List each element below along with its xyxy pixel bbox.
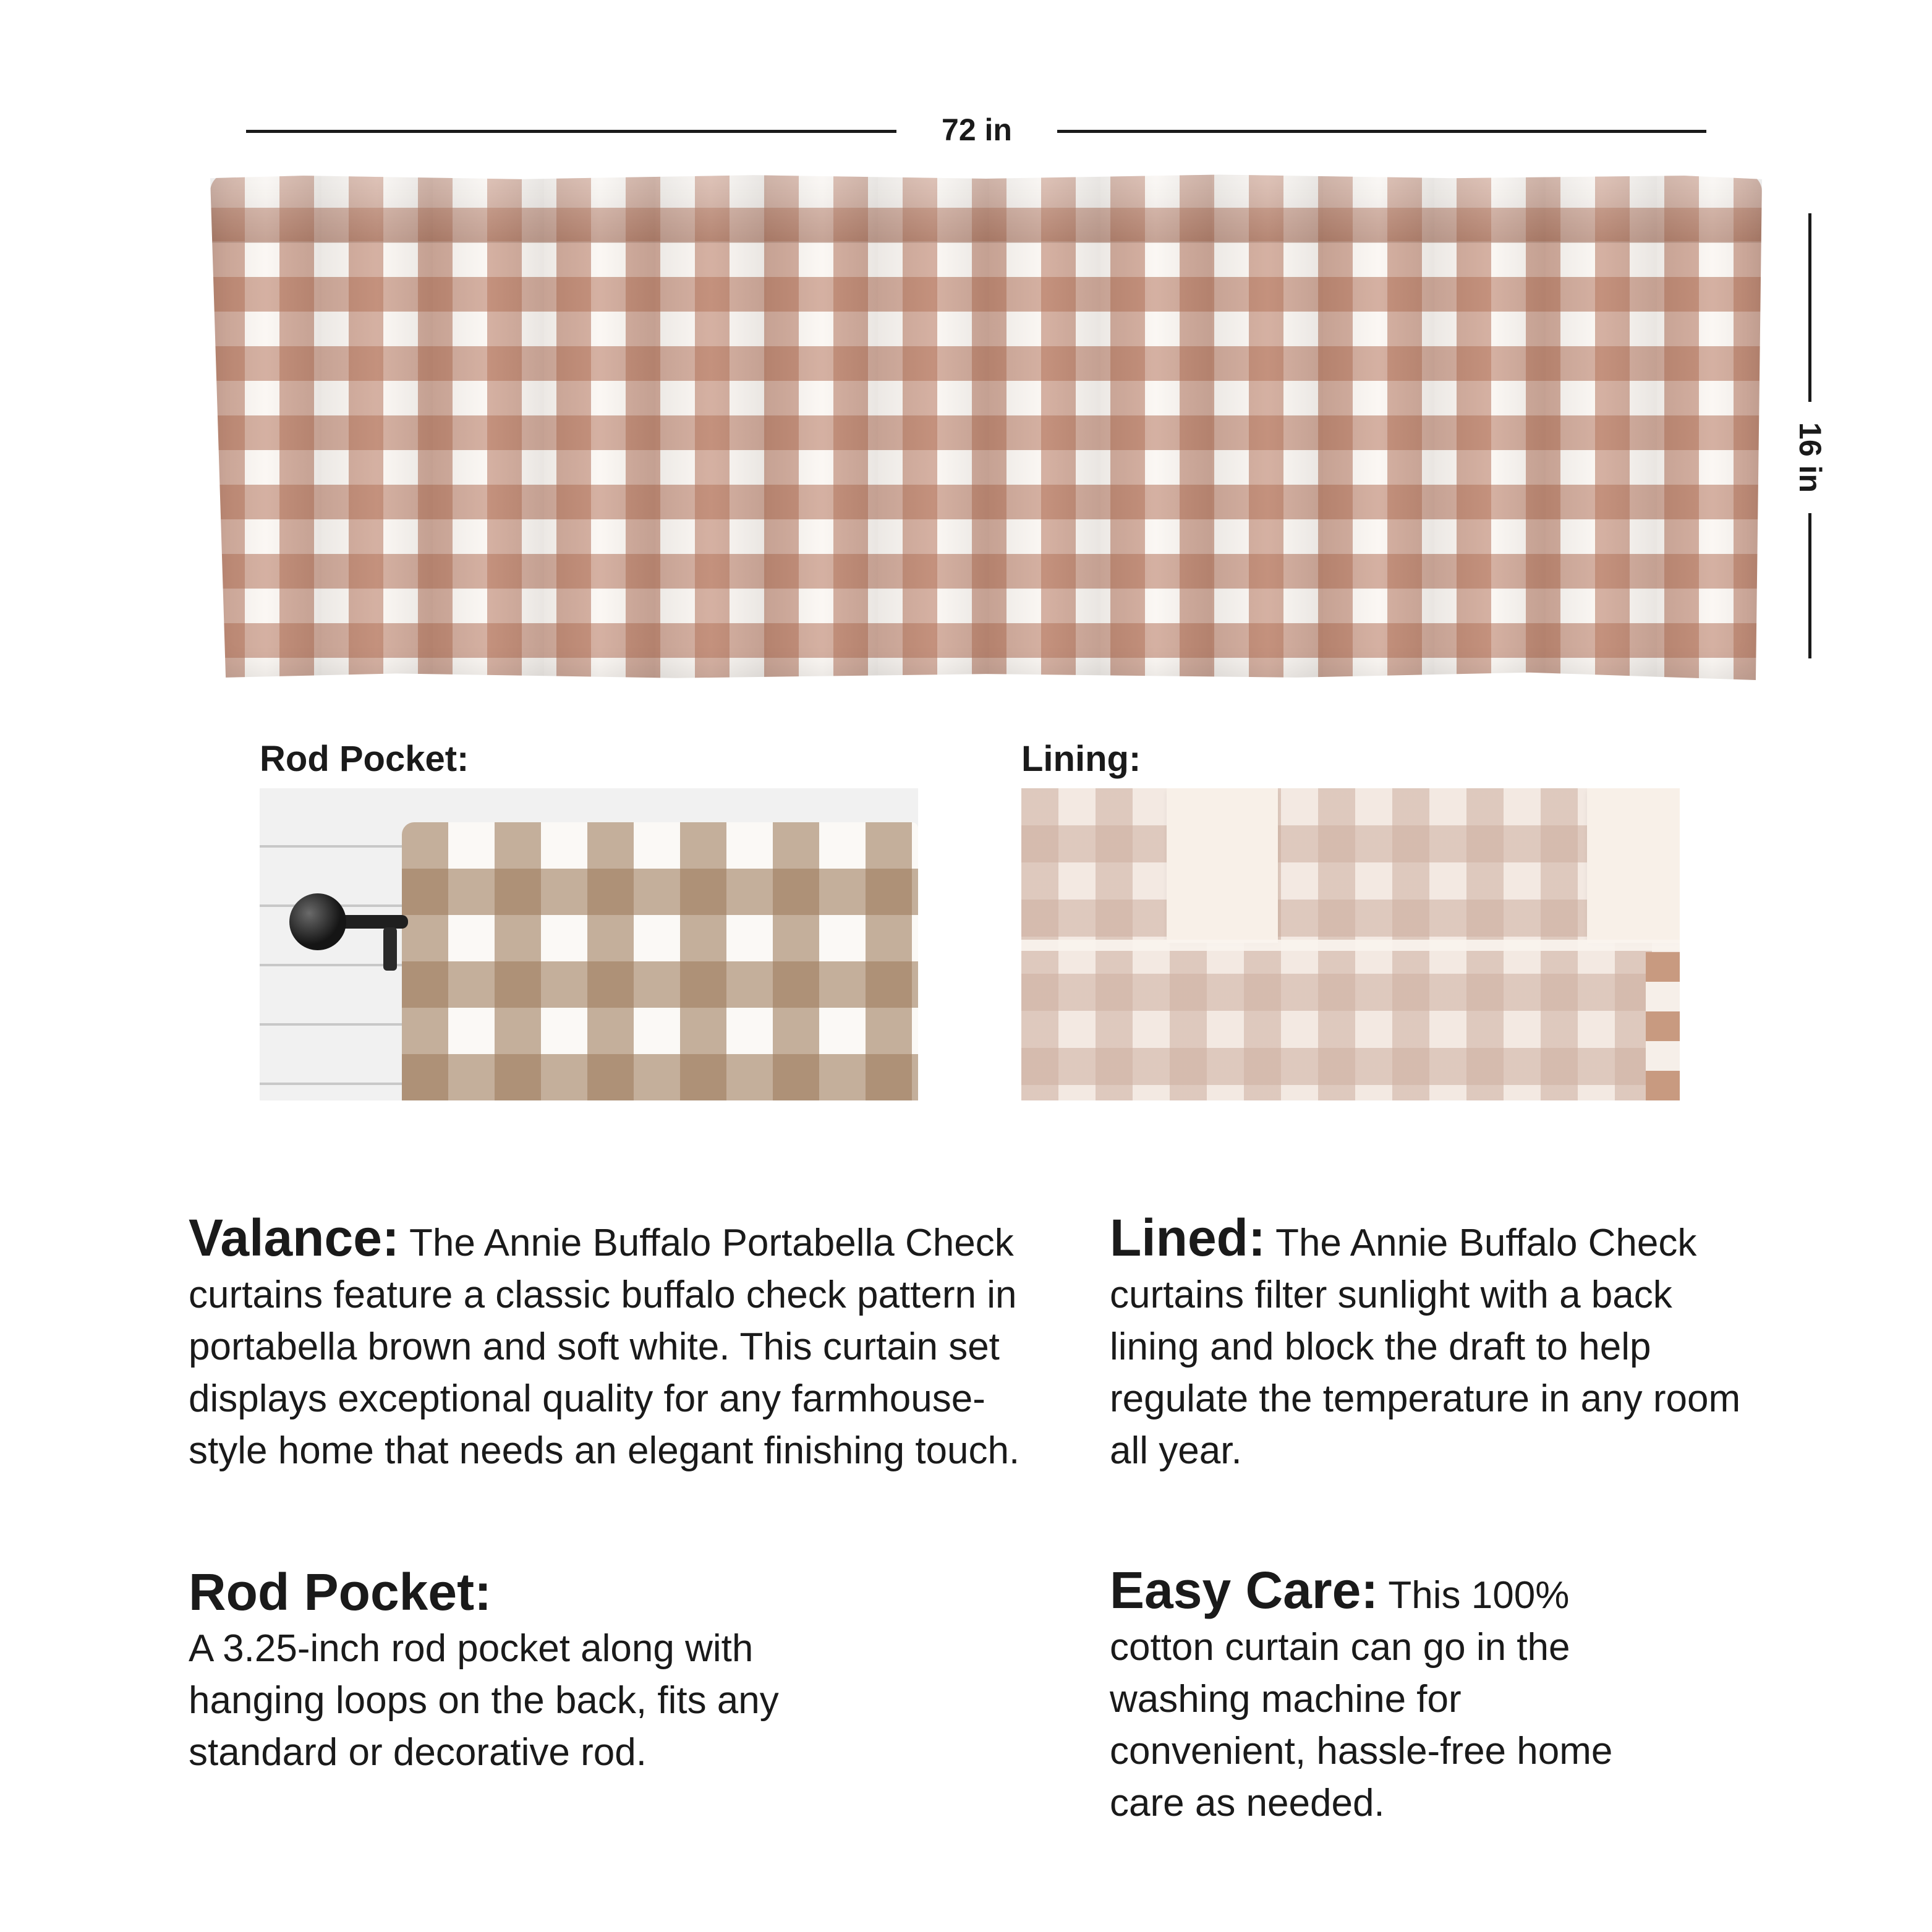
rod-pocket-text: A 3.25-inch rod pocket along with hanging loops on the back, fits any standard or decorative rod. [189,1627,779,1774]
valance-fold-shading [210,173,1762,680]
rod-pocket-fabric [402,822,918,1100]
width-dimension-line-left [246,130,896,133]
lined-text: The Annie Buffalo Check curtains filter sunlight with a back lining and block the draft to help regulate the temperature in any room all year. [1110,1222,1741,1472]
height-dimension-line-top [1808,213,1811,402]
rod-finial-ball [289,893,346,950]
easy-care-text: This 100% cotton curtain can go in the washing machine for convenient, hassle-free home care as needed. [1110,1574,1613,1824]
rod-pocket-image-label: Rod Pocket: [260,739,469,779]
lined-description [1110,1209,1747,1477]
rod-pocket-photo [260,788,918,1100]
lined-title: Lined: [1110,1209,1266,1267]
valance-curtain-image [210,173,1762,680]
rod-bracket [383,927,397,971]
height-dimension-label-wrap [1773,420,1847,495]
valance-title: Valance: [189,1209,399,1267]
rod-pocket-title: Rod Pocket: [189,1563,492,1621]
lining-front-edge [1646,952,1680,1100]
easy-care-description [1110,1561,1617,1829]
height-dimension-label: 16 in [1792,422,1828,493]
width-dimension-line-right [1057,130,1706,133]
lining-loop-tab-left [1167,788,1278,943]
lining-photo [1021,788,1680,1100]
width-dimension-label: 72 in [942,113,1012,147]
lining-loop-tab-right [1587,788,1680,943]
valance-text: The Annie Buffalo Portabella Check curtains feature a classic buffalo check pattern in portabella brown and soft white. This curtain set displays exceptional quality for any farmhouse-style home that needs an elegant finishing touch. [189,1222,1020,1472]
easy-care-title: Easy Care: [1110,1561,1379,1619]
lining-seam [1021,940,1680,951]
height-dimension-line-bottom [1808,513,1811,658]
valance-description [189,1209,1054,1477]
rod-pocket-description [189,1561,869,1779]
lining-image-label: Lining: [1021,739,1141,779]
